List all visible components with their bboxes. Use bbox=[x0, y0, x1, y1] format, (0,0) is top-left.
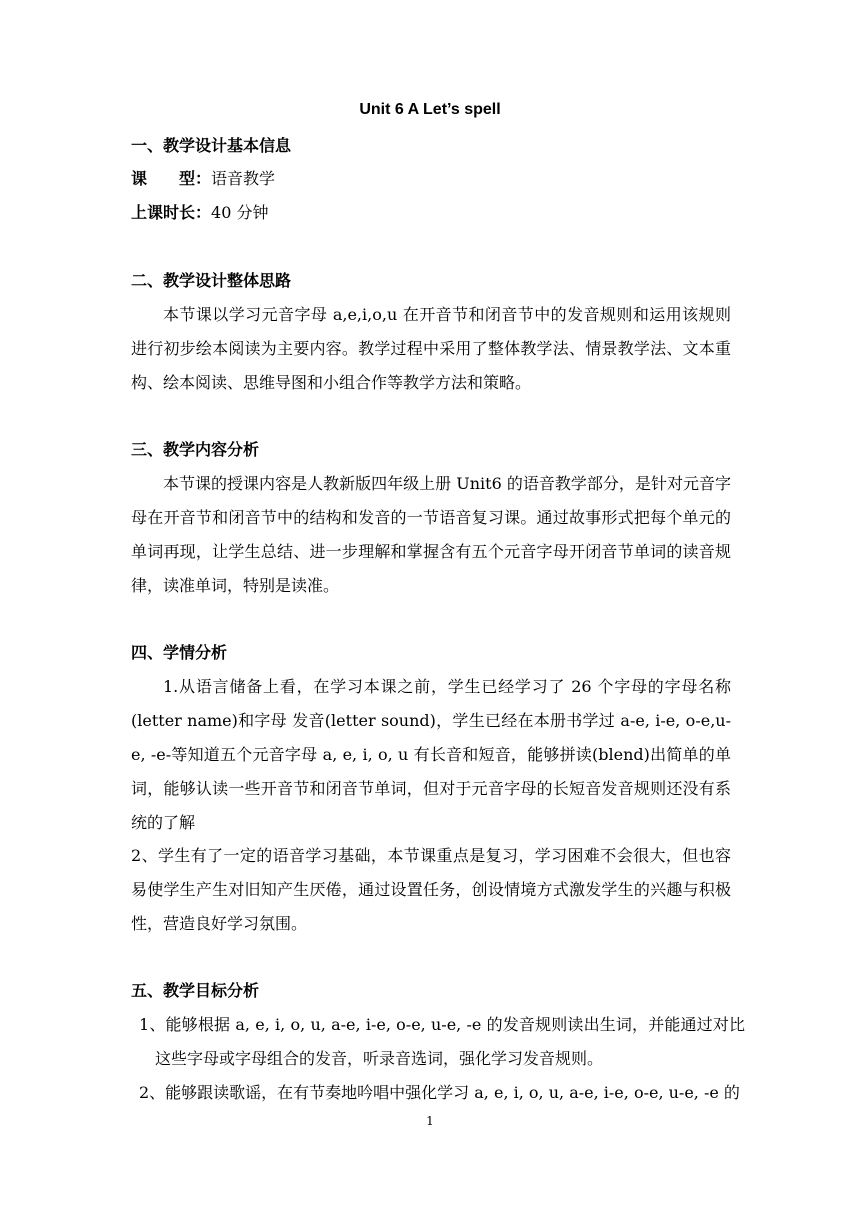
section-3-paragraph: 本节课的授课内容是人教新版四年级上册 Unit6 的语音教学部分，是针对元音字母在开音节和闭音节中的结构和发音的一节语音复习课。通过故事形式把每个单元的单词再现，让学生总结、进一步理解和掌握含有五个元音字母开闭音节单词的读音规律，读准单词，特别是读准。 bbox=[131, 474, 731, 595]
section-2-heading: 二、教学设计整体思路 bbox=[131, 271, 292, 290]
page-number: 1 bbox=[426, 1114, 434, 1128]
lesson-duration-label: 上课时长： bbox=[131, 203, 212, 222]
section-1-heading: 一、教学设计基本信息 bbox=[131, 136, 292, 155]
lesson-type-value: 语音教学 bbox=[211, 169, 276, 188]
section-4-heading: 四、学情分析 bbox=[131, 643, 228, 662]
section-2-paragraph: 本节课以学习元音字母 a,e,i,o,u 在开音节和闭音节中的发音规则和运用该规则进行初步绘本阅读为主要内容。教学过程中采用了整体教学法、情景教学法、文本重构、绘本阅读、思维导图和小组合作等教学方法和策略。 bbox=[131, 305, 731, 392]
lesson-type-label: 课 型： bbox=[131, 169, 212, 188]
lesson-duration-line bbox=[131, 196, 731, 230]
objective-item-1: 1、能够根据 a, e, i, o, u, a-e, i-e, o-e, u-e, -e 的发音规则读出生词，并能通过对比这些字母或字母组合的发音，听录音选词，强化学习发音规则。 bbox=[139, 1015, 745, 1068]
document-title: Unit 6 A Let’s spell bbox=[359, 101, 501, 118]
lesson-duration-value: 40 分钟 bbox=[211, 203, 269, 222]
section-4-paragraph-1: 1.从语言储备上看，在学习本课之前，学生已经学习了 26 个字母的字母名称(letter name)和字母 发音(letter sound)，学生已经在本册书学过 a-e, i-e, o-e,u-e, -e-等知道五个元音字母 a, e, i, o, u 有长音和短音，能够拼读(blend)出简单的单词，能够认读一些开音节和闭音节单词，但对于元音字母的长短音发音规则还没有系统的了解 bbox=[131, 677, 731, 832]
section-4-paragraph-2: 2、学生有了一定的语音学习基础，本节课重点是复习，学习困难不会很大，但也容易使学生产生对旧知产生厌倦，通过设置任务，创设情境方式激发学生的兴趣与积极性，营造良好学习氛围。 bbox=[131, 846, 731, 933]
objective-item-2: 2、能够跟读歌谣，在有节奏地吟唱中强化学习 a, e, i, o, u, a-e, i-e, o-e, u-e, -e 的 bbox=[139, 1083, 740, 1102]
lesson-type-line bbox=[131, 162, 731, 196]
section-3-heading: 三、教学内容分析 bbox=[131, 440, 260, 459]
section-5-heading: 五、教学目标分析 bbox=[131, 981, 260, 1000]
